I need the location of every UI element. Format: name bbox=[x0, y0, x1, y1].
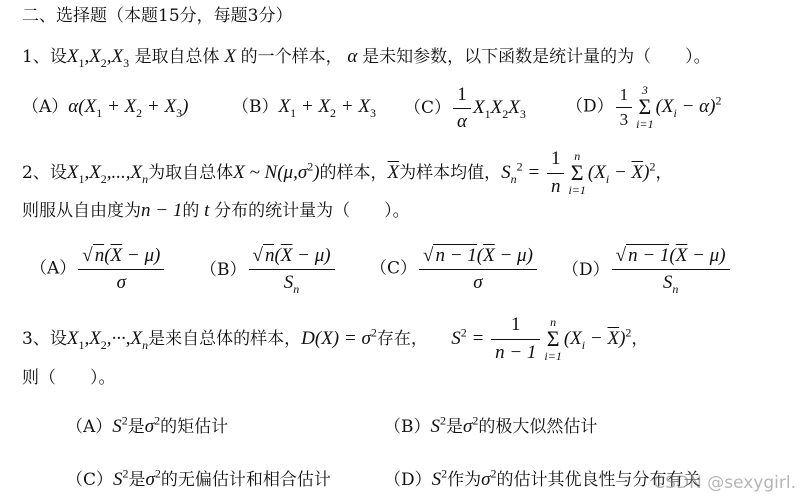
q3-option-b-label: （B） bbox=[384, 417, 431, 437]
question-3-stem: 3、设$X_1,X_2,\cdot\cdot\cdot,X_n$是来自总体的样本，$D(X) = \sigma^2$存在， $S^2$ = $\frac{1}{n - 1}$ n Σ i=1 $(X_i - \overline{X})^2$， bbox=[22, 314, 649, 364]
q3-s2: $S^2$ = bbox=[451, 325, 490, 349]
q1-option-d-label: （D） bbox=[566, 96, 614, 117]
q3-option-c-s2: $S^2$ bbox=[113, 466, 129, 490]
q2-sn2-fraction: $\frac{1}{n}$ bbox=[547, 148, 565, 199]
q3-option-c-label: （C） bbox=[66, 470, 114, 490]
q2-sn2: $S_n^2$ = bbox=[501, 159, 545, 186]
q2-middle: 为取自总体 bbox=[148, 162, 234, 183]
q3-option-a-text1: 是 bbox=[127, 417, 145, 437]
q1-sample-vars: $X_1,X_2,X_3$ bbox=[66, 46, 130, 70]
q3-option-b-s2: $S^2$ bbox=[430, 413, 446, 437]
q2-option-b[interactable] bbox=[200, 244, 337, 297]
q2-sn2-sum: n Σ i=1 bbox=[568, 149, 586, 198]
q3-sample-vars: $X_1,X_2,\cdot\cdot\cdot,X_n$ bbox=[66, 327, 149, 352]
q2-t: t bbox=[199, 200, 215, 221]
q3-option-d-text1: 作为 bbox=[447, 470, 482, 490]
q3-option-a-sigma2: $\sigma^2$ bbox=[144, 413, 161, 437]
q3-option-c-sigma2: $\sigma^2$ bbox=[145, 466, 161, 490]
q3-option-a[interactable] bbox=[66, 412, 228, 438]
q3-option-b[interactable] bbox=[384, 412, 597, 438]
q2-option-c[interactable] bbox=[370, 244, 539, 294]
q1-option-d-formula: $(X_i - \alpha)^2$ bbox=[655, 93, 722, 120]
q2-dof: n − 1 bbox=[141, 200, 183, 221]
q2-sn2-formula: $(X_i - \overline{X})^2$ bbox=[587, 159, 656, 186]
q1-population-var: X bbox=[219, 46, 241, 67]
q2-option-b-label: （B） bbox=[200, 259, 247, 280]
q1-option-d[interactable] bbox=[566, 84, 721, 130]
q1-option-c[interactable] bbox=[404, 84, 526, 133]
q2-prefix: 2、设 bbox=[22, 162, 67, 183]
q1-option-c-fraction: $\frac{1}{\alpha}$ bbox=[453, 84, 471, 133]
q1-option-b-formula: $X_1 + X_2 + X_3$ bbox=[278, 96, 376, 120]
q3-prefix: 3、设 bbox=[22, 328, 67, 349]
section-title: 二、选择题（本题15分，每题3分） bbox=[22, 6, 293, 26]
q2-option-d-fraction: $\frac{√ n - 1(\overline{X} - \mu)}{S_n}$ bbox=[612, 244, 730, 297]
q2-distribution: X ~ $N(\mu,\sigma^2)$ bbox=[233, 159, 320, 183]
q1-prefix: 1、设 bbox=[22, 47, 67, 67]
q2-xbar: $\overline{X}$ bbox=[387, 161, 400, 183]
q1-option-c-label: （C） bbox=[404, 98, 452, 118]
q1-option-d-sum: 3 Σ i=1 bbox=[636, 83, 654, 131]
q3-option-c[interactable] bbox=[66, 465, 331, 491]
q2-option-c-label: （C） bbox=[370, 258, 418, 279]
q2-tail: 的样本， bbox=[319, 162, 388, 183]
q3-option-d-s2: $S^2$ bbox=[431, 466, 448, 490]
q3-tail: 存在， bbox=[376, 328, 428, 349]
q3-s2-sum: n Σ i=1 bbox=[544, 315, 562, 364]
q3-s2-formula: $(X_i - \overline{X})^2$ bbox=[563, 325, 632, 352]
q2-line2c: 分布的统计量为（ ）。 bbox=[214, 201, 410, 221]
q2-option-d-label: （D） bbox=[562, 259, 610, 280]
q2-option-a[interactable] bbox=[30, 244, 166, 294]
q3-option-b-text1: 是 bbox=[446, 417, 463, 437]
q1-middle: 是取自总体 bbox=[134, 47, 220, 67]
q1-option-c-formula: $X_1X_2X_3$ bbox=[473, 97, 526, 121]
question-2-stem: 2、设$X_1,X_2,...,X_n$为取自总体X ~ $N(\mu,\sigma^2)$的样本，$\overline{X}$为样本均值，$S_n^2$ = $\frac{1}{n}$ n Σ i=1 $(X_i - \overline{X})^2$， bbox=[22, 148, 673, 198]
question-3-line-2: 则（ ）。 bbox=[22, 368, 116, 388]
q2-option-a-label: （A） bbox=[30, 258, 77, 279]
q2-option-d[interactable] bbox=[562, 244, 732, 297]
q3-option-d-sigma2: $\sigma^2$ bbox=[481, 466, 497, 490]
q2-line2: 则服从自由度为 bbox=[22, 201, 141, 221]
q1-option-a-label: （A） bbox=[22, 97, 69, 117]
q2-sample-vars: $X_1,X_2,...,X_n$ bbox=[66, 161, 149, 186]
q1-option-d-fraction: $\frac{1}{3}$ bbox=[616, 85, 633, 130]
q3-option-a-s2: $S^2$ bbox=[112, 413, 128, 437]
q1-option-b-label: （B） bbox=[232, 97, 279, 117]
q3-option-b-sigma2: $\sigma^2$ bbox=[463, 413, 479, 437]
q3-option-b-text2: 的极大似然估计 bbox=[478, 417, 598, 437]
q3-option-c-text2: 的无偏估计和相合估计 bbox=[160, 470, 331, 490]
q3-option-c-text1: 是 bbox=[128, 470, 146, 490]
q3-option-d-text2: 的估计其优良性与分布有关 bbox=[496, 470, 701, 490]
question-1-stem bbox=[22, 46, 711, 70]
q1-option-a-formula: $\alpha(X_1 + X_2 + X_3)$ bbox=[68, 96, 189, 120]
q2-option-b-fraction: $\frac{√ n(\overline{X} - \mu)}{S_n}$ bbox=[249, 244, 335, 297]
q1-alpha: α bbox=[342, 46, 363, 67]
q2-line2b: 的 bbox=[182, 201, 200, 221]
q2-tail2: 为样本均值， bbox=[399, 162, 502, 183]
q1-option-b[interactable] bbox=[232, 92, 376, 121]
q3-variance: $D(X) = \sigma^2$ bbox=[301, 325, 377, 349]
watermark: CSDN @sexygirl. bbox=[653, 473, 796, 493]
q3-option-d-label: （D） bbox=[384, 470, 432, 490]
q3-s2-fraction: $\frac{1}{n - 1}$ bbox=[491, 314, 540, 365]
q1-tail2: 是未知参数，以下函数是统计量的为（ ）。 bbox=[362, 47, 711, 67]
q3-option-a-label: （A） bbox=[66, 417, 113, 437]
q2-option-c-fraction: $\frac{√ n - 1(\overline{X} - \mu)}{\sigma}$ bbox=[419, 244, 537, 294]
question-2-line-2 bbox=[22, 200, 410, 223]
q1-tail: 的一个样本， bbox=[240, 47, 343, 67]
q3-option-a-text2: 的矩估计 bbox=[160, 417, 229, 437]
q3-middle: 是来自总体的样本， bbox=[148, 328, 302, 349]
q1-option-a[interactable] bbox=[22, 92, 188, 121]
q2-option-a-fraction: $\frac{√ n(\overline{X} - \mu)}{\sigma}$ bbox=[78, 244, 164, 294]
